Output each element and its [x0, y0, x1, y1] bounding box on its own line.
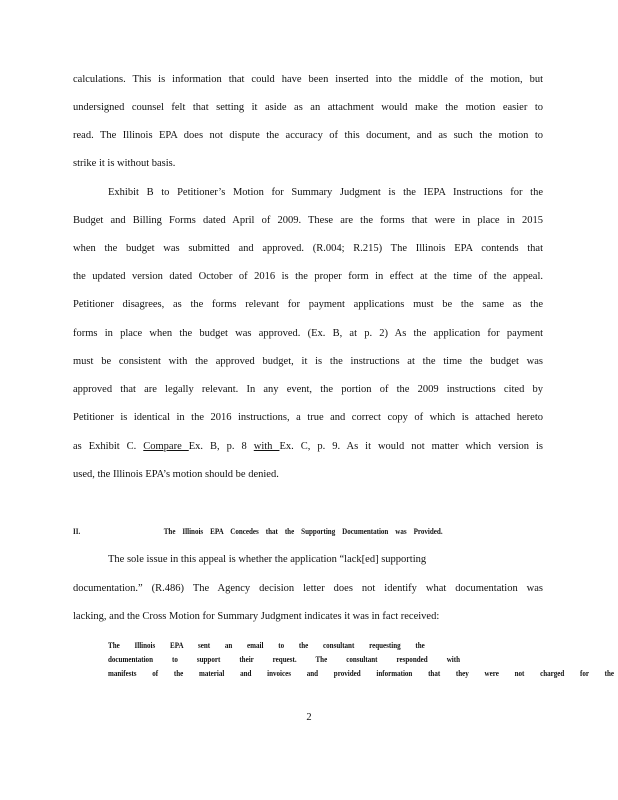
- body-line: must be consistent with the approved budget, it is the instructions at the time the budget was: [73, 356, 543, 367]
- body-line: strike it is without basis.: [73, 158, 176, 169]
- body-line: calculations. This is information that could have been inserted into the middle of the motion, but: [73, 74, 543, 85]
- block-quote-line: The Illinois EPA sent an email to the consultant requesting the: [108, 641, 425, 650]
- page-number: 2: [306, 712, 312, 723]
- section-heading-text: The Illinois EPA Concedes that the Supporting Documentation was Provided.: [163, 527, 443, 536]
- text-segment: as Exhibit C.: [73, 441, 144, 452]
- body-line: Petitioner disagrees, as the forms relevant for payment applications must be the same as the: [73, 299, 543, 310]
- body-line: approved that are legally relevant. In any event, the portion of the 2009 instructions cited by: [73, 384, 543, 395]
- body-line: Petitioner is identical in the 2016 instructions, a true and correct copy of which is attached hereto: [73, 412, 543, 423]
- section-heading: [73, 527, 443, 536]
- body-line: undersigned counsel felt that setting it aside as an attachment would make the motion easier to: [73, 102, 543, 113]
- body-line: documentation.” (R.486) The Agency decision letter does not identify what documentation was: [73, 583, 543, 594]
- body-line: The sole issue in this appeal is whether the application “lack[ed] supporting: [108, 554, 427, 565]
- block-quote-line: manifests of the material and invoices and provided information that they were not charged for the: [108, 669, 614, 678]
- body-line: the updated version dated October of 2016 is the proper form in effect at the time of the appeal.: [73, 271, 543, 282]
- with-signal: with: [253, 441, 280, 452]
- text-segment: Ex. C, p. 9. As it would not matter which version is: [279, 441, 543, 452]
- body-line-exhibit-c: [73, 440, 543, 454]
- block-quote-line: documentation to support their request. The consultant responded with: [108, 655, 460, 664]
- body-line: Exhibit B to Petitioner’s Motion for Summary Judgment is the IEPA Instructions for the: [108, 187, 543, 198]
- body-line: lacking, and the Cross Motion for Summary Judgment indicates it was in fact received:: [73, 611, 440, 622]
- body-line: read. The Illinois EPA does not dispute the accuracy of this document, and as such the motion to: [73, 130, 543, 141]
- body-line: forms in place when the budget was approved. (Ex. B, at p. 2) As the application for payment: [73, 328, 543, 339]
- body-line: Budget and Billing Forms dated April of 2009. These are the forms that were in place in 2015: [73, 215, 543, 226]
- compare-signal: Compare: [143, 441, 189, 452]
- section-number: II.: [73, 527, 81, 536]
- body-line: when the budget was submitted and approved. (R.004; R.215) The Illinois EPA contends that: [73, 243, 543, 254]
- text-segment: Ex. B, p. 8: [188, 441, 254, 452]
- body-line: used, the Illinois EPA’s motion should be denied.: [73, 469, 279, 480]
